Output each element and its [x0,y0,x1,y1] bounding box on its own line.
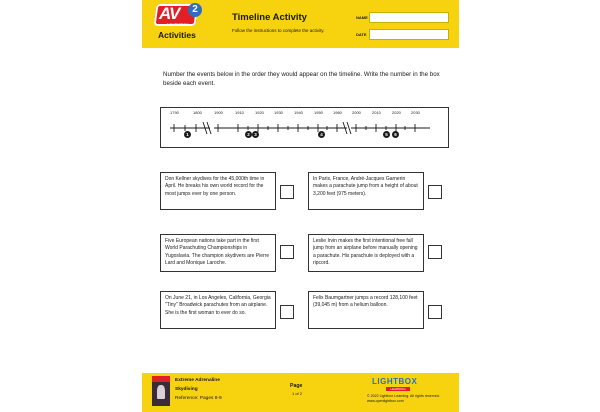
timeline-year: 1930 [274,110,283,115]
timeline-marker: 5 [383,131,390,138]
page-number: 1 of 2 [292,391,303,396]
lightbox-tag: LEARNING [386,387,410,391]
event-text: In Paris, France, André-Jacques Garnerin makes a parachute jump from a height of about 3,200 feet (975 meters). [313,176,418,197]
timeline-marker: 1 [184,131,191,138]
answer-box[interactable] [428,305,442,319]
timeline-year: 1910 [235,110,244,115]
activity-prompt: Number the events below in the order they would appear on the timeline. Write the number in the box beside each event. [163,71,440,87]
timeline-marker: 3 [252,131,259,138]
event-card [308,172,424,210]
logo-subtext: NONFICTION [167,23,189,27]
event-text: Leslie Irvin makes the first intentional free fall jump from an airplane before manually opening a parachute. His parachute is deployed with a ripcord. [313,238,418,266]
event-card [308,291,424,329]
timeline-year: 1940 [294,110,303,115]
timeline-year: 1920 [255,110,264,115]
event-text: Don Kellner skydives for the 45,000th time in April. He breaks his own world record for the most jumps ever by one person. [165,176,265,197]
logo-text: AV [159,4,180,23]
event-card [160,234,276,272]
timeline-year: 1790 [170,110,179,115]
answer-box[interactable] [428,245,442,259]
book-cover-band [152,376,170,382]
timeline-marker: 2 [245,131,252,138]
timeline-year: 1900 [214,110,223,115]
date-label: DATE [356,32,367,37]
header-instructions: Follow the instructions to complete the activity. [232,28,325,33]
answer-box[interactable] [280,185,294,199]
event-card [160,172,276,210]
event-text: On June 21, in Los Angeles, California, Georgia "Tiny" Broadwick parachutes from an airplane. She is the first woman to ever do so. [165,295,271,316]
timeline-year: 1950 [314,110,323,115]
book-title: Extreme Adrenaline [175,378,220,383]
name-label: NAME [356,15,368,20]
event-card [160,291,276,329]
answer-box[interactable] [280,245,294,259]
lightbox-logo: LIGHTBOX [372,377,418,386]
answer-box[interactable] [280,305,294,319]
website-link[interactable]: www.openlightbox.com [367,399,404,403]
book-cover-figure [157,385,165,399]
page-title: Timeline Activity [232,12,307,23]
event-text: Five European nations take part in the first World Parachuting Championships in Yugoslavia. The champion skydivers are Pierre Lard and Monique Laroche. [165,238,270,266]
timeline-year: 2030 [411,110,420,115]
book-cover-thumbnail [152,376,170,406]
section-label: Activities [158,30,196,40]
event-card [308,234,424,272]
logo-number: 2 [188,3,202,17]
timeline-marker: 6 [392,131,399,138]
timeline-year: 1800 [193,110,202,115]
event-text: Felix Baumgartner jumps a record 128,100 feet (39,045 m) from a helium balloon. [313,295,418,309]
timeline-year: 2000 [352,110,361,115]
book-subtitle: Skydiving [175,387,198,392]
answer-box[interactable] [428,185,442,199]
timeline-year: 1960 [333,110,342,115]
timeline-marker: 4 [318,131,325,138]
book-reference: Reference: Pages 8-9 [175,396,222,401]
timeline-year: 2020 [392,110,401,115]
copyright-text: © 2022 Lightbox Learning. All rights reserved. [367,394,440,398]
timeline-year: 2010 [372,110,381,115]
page-label: Page [290,383,303,389]
